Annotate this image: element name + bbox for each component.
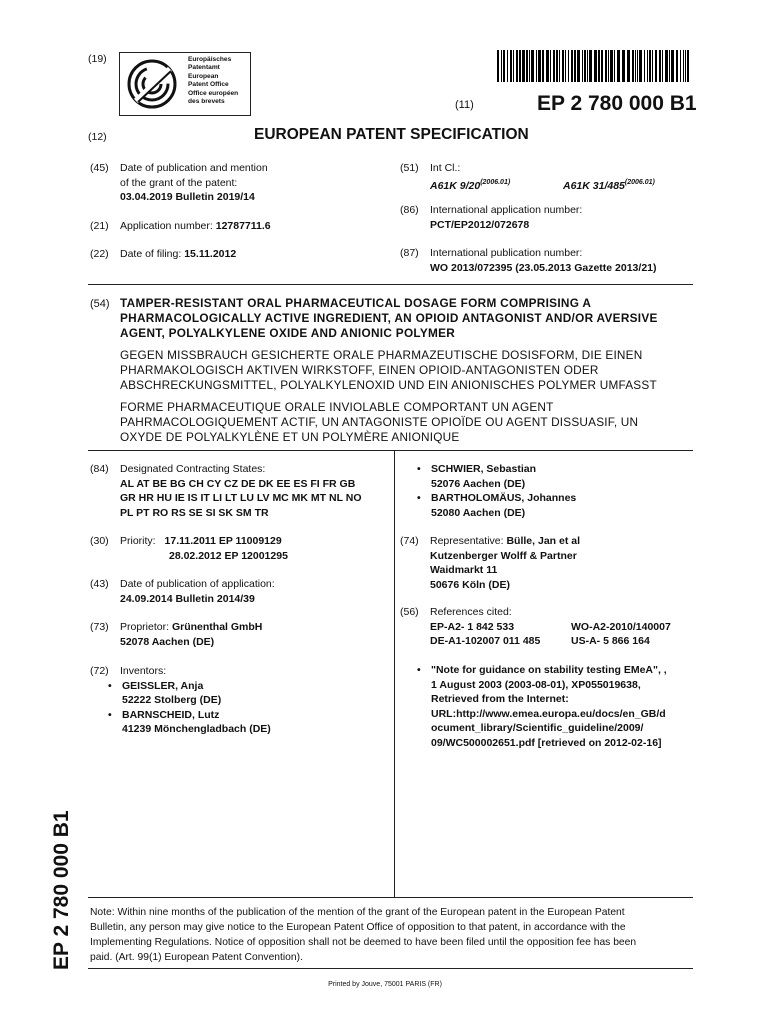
inid-86: (86) xyxy=(400,204,419,216)
inventor-3-city: 52076 Aachen (DE) xyxy=(431,477,526,490)
barcode-bar xyxy=(531,50,534,82)
representative-firm: Kutzenberger Wolff & Partner xyxy=(430,549,577,562)
f74-label: Representative: xyxy=(430,535,504,547)
barcode-bar xyxy=(647,50,648,82)
field-72 xyxy=(120,664,271,737)
field-86 xyxy=(430,203,582,232)
title-en-1: TAMPER-RESISTANT ORAL PHARMACEUTICAL DOSAGE FORM COMPRISING A xyxy=(120,296,592,310)
title-fr-2: PAHRMACOLOGIQUEMENT ACTIF, UN ANTAGONISTE OPIOÏDE OU AGENT DISSUASIF, UN xyxy=(120,415,639,429)
npl-citation xyxy=(431,663,667,750)
inid-21: (21) xyxy=(90,220,109,232)
inid-45: (45) xyxy=(90,162,109,174)
barcode-bar xyxy=(594,50,597,82)
inid-19: (19) xyxy=(88,53,107,65)
barcode-bar xyxy=(637,50,638,82)
barcode-bar xyxy=(639,50,642,82)
f45-label-1: Date of publication and mention xyxy=(120,162,268,174)
barcode-bar xyxy=(553,50,555,82)
barcode-bar xyxy=(507,50,508,82)
inid-72: (72) xyxy=(90,665,109,677)
column-divider xyxy=(394,450,395,897)
barcode-bar xyxy=(582,50,583,82)
barcode-bar xyxy=(649,50,651,82)
barcode-bar xyxy=(683,50,684,82)
barcode-bar xyxy=(559,50,560,82)
office-de-2: Patentamt xyxy=(188,63,220,71)
barcode-bar xyxy=(685,50,686,82)
f73-label: Proprietor: xyxy=(120,621,170,633)
note-line-3: Implementing Regulations. Notice of opposition shall not be deemed to have been filed until the opposition fee has been xyxy=(90,937,637,948)
inid-30: (30) xyxy=(90,535,109,547)
title-en-2: PHARMACOLOGICALLY ACTIVE INGREDIENT, AN OPIOID ANTAGONIST AND/OR AVERSIVE xyxy=(120,311,658,325)
field-73 xyxy=(120,620,262,649)
barcode-bar xyxy=(571,50,573,82)
divider-4 xyxy=(88,968,693,969)
inid-54: (54) xyxy=(90,298,110,310)
barcode-bar xyxy=(565,50,566,82)
barcode-bar xyxy=(635,50,636,82)
divider-1 xyxy=(88,284,693,285)
office-de-1: Europäisches xyxy=(188,56,232,63)
f86-label: International application number: xyxy=(430,204,583,216)
f56-label: References cited: xyxy=(430,606,512,618)
field-43 xyxy=(120,577,275,606)
note-line-2: Bulletin, any person may give notice to the European Patent Office of opposition to that patent, in accordance with the xyxy=(90,922,626,933)
class-1-version: (2006.01) xyxy=(480,178,511,186)
office-fr-1: Office européen xyxy=(188,90,239,98)
title-de-3: ABSCHRECKUNGSMITTEL, POLYALKYLENOXID UND EIN ANIONISCHES POLYMER UMFASST xyxy=(120,378,657,392)
field-21 xyxy=(120,219,271,234)
priority-2: 28.02.2012 EP 12001295 xyxy=(169,549,288,562)
publication-number: EP 2 780 000 B1 xyxy=(537,92,697,115)
barcode-bar xyxy=(632,50,634,82)
inid-11: (11) xyxy=(455,99,474,111)
inventor-1-name: • GEISSLER, Anja xyxy=(122,679,271,694)
npl-line-1: • "Note for guidance on stability testing EMeA", , xyxy=(431,663,667,678)
f21-label: Application number: xyxy=(120,220,213,232)
barcode-bar xyxy=(665,50,668,82)
barcode-bar xyxy=(687,50,689,82)
representative-street: Waidmarkt 11 xyxy=(430,564,498,576)
office-fr-2: des brevets xyxy=(188,97,225,105)
barcode-bar xyxy=(497,50,499,82)
barcode-bar xyxy=(562,50,564,82)
inid-43: (43) xyxy=(90,578,109,590)
barcode-bar xyxy=(627,50,630,82)
title-fr-1: FORME PHARMACEUTIQUE ORALE INVIOLABLE COMPORTANT UN AGENT xyxy=(120,400,554,414)
npl-line-2: 1 August 2003 (2003-08-01), XP055019638, xyxy=(431,678,641,691)
epo-logo-icon xyxy=(126,57,178,111)
barcode-bar xyxy=(662,50,663,82)
barcode-bar xyxy=(501,50,502,82)
field-87 xyxy=(430,246,657,275)
barcode-bar xyxy=(522,50,525,82)
priority-1: 17.11.2011 EP 11009129 xyxy=(164,535,282,547)
barcode-bar xyxy=(605,50,607,82)
class-1: A61K 9/20 xyxy=(430,179,481,192)
npl-line-5: ocument_library/Scientific_guideline/2009/ xyxy=(431,722,644,734)
reference-4: US-A- 5 866 164 xyxy=(571,635,650,647)
f45-label-2: of the grant of the patent: xyxy=(120,176,238,189)
side-publication-number: EP 2 780 000 B1 xyxy=(50,810,73,970)
reference-1: EP-A2- 1 842 533 xyxy=(430,620,515,633)
note-line-4: paid. (Art. 99(1) European Patent Convention). xyxy=(90,952,303,963)
f87-value: WO 2013/072395 (23.05.2013 Gazette 2013/21) xyxy=(430,261,657,274)
representative-city: 50676 Köln (DE) xyxy=(430,578,510,591)
states-line-3: PL PT RO RS SE SI SK SM TR xyxy=(120,506,269,519)
npl-line-6: 09/WC500002651.pdf [retrieved on 2012-02-16] xyxy=(431,736,662,749)
inventor-1-city: 52222 Stolberg (DE) xyxy=(122,694,222,706)
document-type: EUROPEAN PATENT SPECIFICATION xyxy=(254,126,529,143)
printer-footer: Printed by Jouve, 75001 PARIS (FR) xyxy=(328,981,442,988)
f51-classes xyxy=(430,176,690,194)
barcode-bar xyxy=(587,50,588,82)
inid-56: (56) xyxy=(400,606,419,618)
f72-label: Inventors: xyxy=(120,665,167,677)
inid-87: (87) xyxy=(400,247,419,259)
barcode-bar xyxy=(550,50,551,82)
barcode-bar xyxy=(526,50,528,82)
f45-value: 03.04.2019 Bulletin 2019/14 xyxy=(120,191,255,203)
barcode-bar xyxy=(542,50,544,82)
office-en-1: European xyxy=(188,73,219,81)
barcode-bar xyxy=(538,50,541,82)
barcode-bar xyxy=(652,50,653,82)
class-2: A61K 31/485 xyxy=(563,179,625,192)
barcode-bar xyxy=(598,50,600,82)
barcode-bar xyxy=(671,50,674,82)
barcode-bar xyxy=(608,50,609,82)
barcode-bar xyxy=(574,50,576,82)
office-en-2: Patent Office xyxy=(188,80,229,88)
inventor-3-name: • SCHWIER, Sebastian xyxy=(431,462,576,477)
title-en-3: AGENT, POLYALKYLENE OXIDE AND ANIONIC POLYMER xyxy=(120,326,456,340)
inventor-2-name: • BARNSCHEID, Lutz xyxy=(122,708,271,723)
field-84 xyxy=(120,462,362,520)
reference-2: WO-A2-2010/140007 xyxy=(571,620,671,633)
f22-value: 15.11.2012 xyxy=(184,248,237,260)
field-30 xyxy=(120,534,288,563)
f86-value: PCT/EP2012/072678 xyxy=(430,218,530,231)
divider-3 xyxy=(88,897,693,898)
barcode-bar xyxy=(617,50,620,82)
barcode-bar xyxy=(601,50,603,82)
inid-12: (12) xyxy=(88,131,107,143)
inid-74: (74) xyxy=(400,535,419,547)
barcode-bar xyxy=(644,50,645,82)
barcode-bar xyxy=(659,50,661,82)
barcode-bar xyxy=(610,50,613,82)
barcode-bar xyxy=(546,50,549,82)
barcode-bar xyxy=(510,50,512,82)
states-line-1: AL AT BE BG CH CY CZ DE DK EE ES FI FR GB xyxy=(120,477,356,490)
f43-label: Date of publication of application: xyxy=(120,578,275,590)
npl-line-3: Retrieved from the Internet: xyxy=(431,693,569,705)
titles-block xyxy=(120,296,658,445)
office-names xyxy=(188,56,238,106)
barcode-bar xyxy=(519,50,521,82)
class-2-version: (2006.01) xyxy=(624,178,655,186)
title-de-1: GEGEN MISSBRAUCH GESICHERTE ORALE PHARMAZEUTISCHE DOSISFORM, DIE EINEN xyxy=(120,348,643,362)
field-51 xyxy=(430,161,690,193)
inid-22: (22) xyxy=(90,248,109,260)
epo-logo-box xyxy=(119,52,251,116)
title-de-2: PHARMAKOLOGISCH AKTIVEN WIRKSTOFF, EINEN OPIOID-ANTAGONISTEN ODER xyxy=(120,363,599,377)
f43-value: 24.09.2014 Bulletin 2014/39 xyxy=(120,592,255,605)
inid-51: (51) xyxy=(400,162,419,174)
barcode-bar xyxy=(529,50,530,82)
f22-label: Date of filing: xyxy=(120,248,182,260)
field-74 xyxy=(430,534,580,592)
note-line-1: Note: Within nine months of the publication of the mention of the grant of the European patent in the European Patent xyxy=(90,907,625,918)
inventor-4-name: • BARTHOLOMÄUS, Johannes xyxy=(431,491,576,506)
barcode-bar xyxy=(516,50,518,82)
inid-73: (73) xyxy=(90,621,109,633)
field-56 xyxy=(430,605,692,649)
f87-label: International publication number: xyxy=(430,247,583,259)
barcode-bar xyxy=(513,50,514,82)
inventor-4-city: 52080 Aachen (DE) xyxy=(431,506,526,519)
barcode-bar xyxy=(503,50,505,82)
opposition-note xyxy=(90,905,636,965)
inventor-2-city: 41239 Mönchengladbach (DE) xyxy=(122,723,271,735)
f84-label: Designated Contracting States: xyxy=(120,463,266,475)
barcode-bar xyxy=(577,50,580,82)
barcode-bar xyxy=(669,50,670,82)
barcode-bar xyxy=(676,50,678,82)
proprietor-city: 52078 Aachen (DE) xyxy=(120,635,215,648)
inventors-continued xyxy=(431,462,576,520)
barcode xyxy=(497,50,693,82)
proprietor-name: Grünenthal GmbH xyxy=(171,621,263,633)
barcode-bar xyxy=(568,50,569,82)
field-22 xyxy=(120,247,236,262)
representative-name: Bülle, Jan et al xyxy=(506,535,580,547)
barcode-bar xyxy=(589,50,592,82)
barcode-bar xyxy=(655,50,657,82)
f51-label: Int Cl.: xyxy=(430,162,461,174)
npl-line-4: URL:http://www.emea.europa.eu/docs/en_GB/d xyxy=(431,707,666,720)
divider-2 xyxy=(88,450,693,451)
f21-value: 12787711.6 xyxy=(215,220,271,232)
inid-84: (84) xyxy=(90,463,109,475)
f30-label: Priority: xyxy=(120,535,156,547)
barcode-bar xyxy=(556,50,558,82)
states-line-2: GR HR HU IE IS IT LI LT LU LV MC MK MT NL NO xyxy=(120,492,362,504)
barcode-bar xyxy=(584,50,586,82)
barcode-bar xyxy=(680,50,681,82)
barcode-bar xyxy=(614,50,615,82)
field-45 xyxy=(120,161,268,205)
barcode-bar xyxy=(622,50,625,82)
title-fr-3: OXYDE DE POLYALKYLÈNE ET UN POLYMÈRE ANIONIQUE xyxy=(120,430,460,444)
barcode-bar xyxy=(536,50,537,82)
reference-3: DE-A1-102007 011 485 xyxy=(430,635,541,647)
